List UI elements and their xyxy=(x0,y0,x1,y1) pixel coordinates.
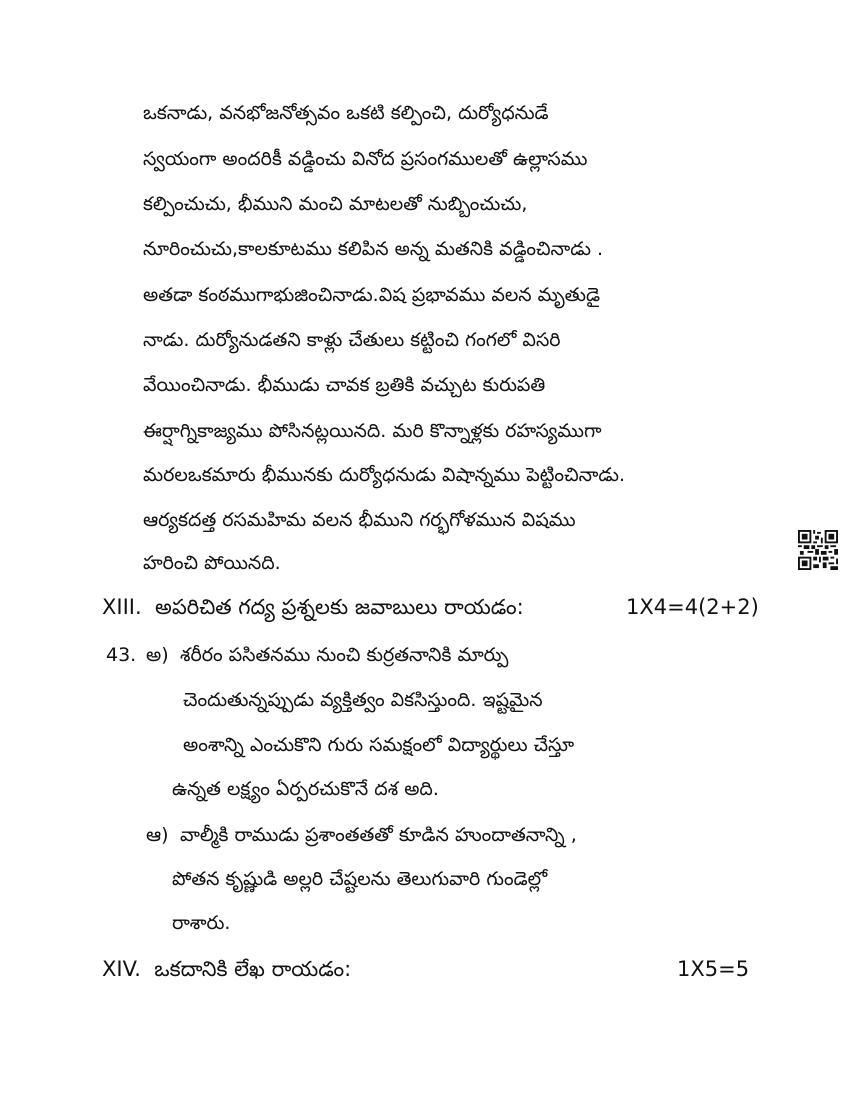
passage-line: హరించి పోయినది. xyxy=(143,552,281,574)
qr-code-icon xyxy=(798,530,838,570)
answer-line: వాల్మీకి రాముడు ప్రశాంతతతో కూడిన హుందాతనాన్ని , xyxy=(180,824,577,846)
section-number: XIV. xyxy=(102,957,141,981)
section-marks: 1X4=4(2+2) xyxy=(626,595,759,619)
section-heading xyxy=(102,594,524,620)
section-title: ఒకదానికి లేఖ రాయడం: xyxy=(154,957,352,981)
passage-line: వేయించినాడు. భీముడు చావక బ్రతికి వచ్చుట కురుపతి xyxy=(143,374,546,396)
answer-label: అ) xyxy=(146,644,169,666)
answer-line: ఉన్నత లక్ష్యం ఏర్పరచుకొనే దశ అది. xyxy=(172,778,439,800)
question-number: 43. xyxy=(106,644,137,666)
section-title: అపరిచిత గద్య ప్రశ్నలకు జవాబులు రాయడం: xyxy=(155,595,524,619)
passage-line: అతడా కంఠముగాభుజించినాడు.విష ప్రభావము వలన మృతుడై xyxy=(143,284,601,306)
passage-line: కల్పించుచు, భీముని మంచి మాటలతో నుబ్బించుచు, xyxy=(143,193,528,215)
answer-label: ఆ) xyxy=(146,824,169,846)
answer-line: అంశాన్ని ఎంచుకొని గురు సమక్షంలో విద్యార్థులు చేస్తూ xyxy=(183,734,575,756)
passage-line: మరలఒకమారు భీమునకు దుర్యోధనుడు విషాన్నము పెట్టించినాడు. xyxy=(143,464,626,486)
passage-line: స్వయంగా అందరికీ వడ్డించు వినోద ప్రసంగములతో ఉల్లాసము xyxy=(143,148,588,170)
passage-line: నాడు. దుర్యోనుడతని కాళ్లు చేతులు కట్టించి గంగలో విసరి xyxy=(143,329,561,351)
section-heading xyxy=(102,956,351,982)
passage-line: ఒకనాడు, వనభోజనోత్సవం ఒకటి కల్పించి, దుర్యోధనుడే xyxy=(143,102,549,124)
answer-line: చెందుతున్నప్పుడు వ్యక్తిత్వం వికసిస్తుంది. ఇష్టమైన xyxy=(183,689,543,711)
answer-line: శరీరం పసితనము నుంచి కుర్రతనానికి మార్పు xyxy=(180,644,509,666)
passage-line: నూరించుచు,కాలకూటము కలిపిన అన్న మతనికి వడ్డించినాడు . xyxy=(143,238,603,260)
section-marks: 1X5=5 xyxy=(677,957,750,981)
passage-line: ఆర్యకదత్త రసమహిమ వలన భీముని గర్భగోళమున విషము xyxy=(143,509,576,531)
section-number: XIII. xyxy=(102,595,142,619)
passage-line: ఈర్షాగ్నికాజ్యము పోసినట్లయినది. మరి కొన్నాళ్లకు రహస్యముగా xyxy=(143,420,602,442)
answer-line: రాశారు. xyxy=(172,912,231,934)
answer-line: పోతన కృష్ణుడి అల్లరి చేష్టలను తెలుగువారి గుండెల్లో xyxy=(172,868,548,890)
